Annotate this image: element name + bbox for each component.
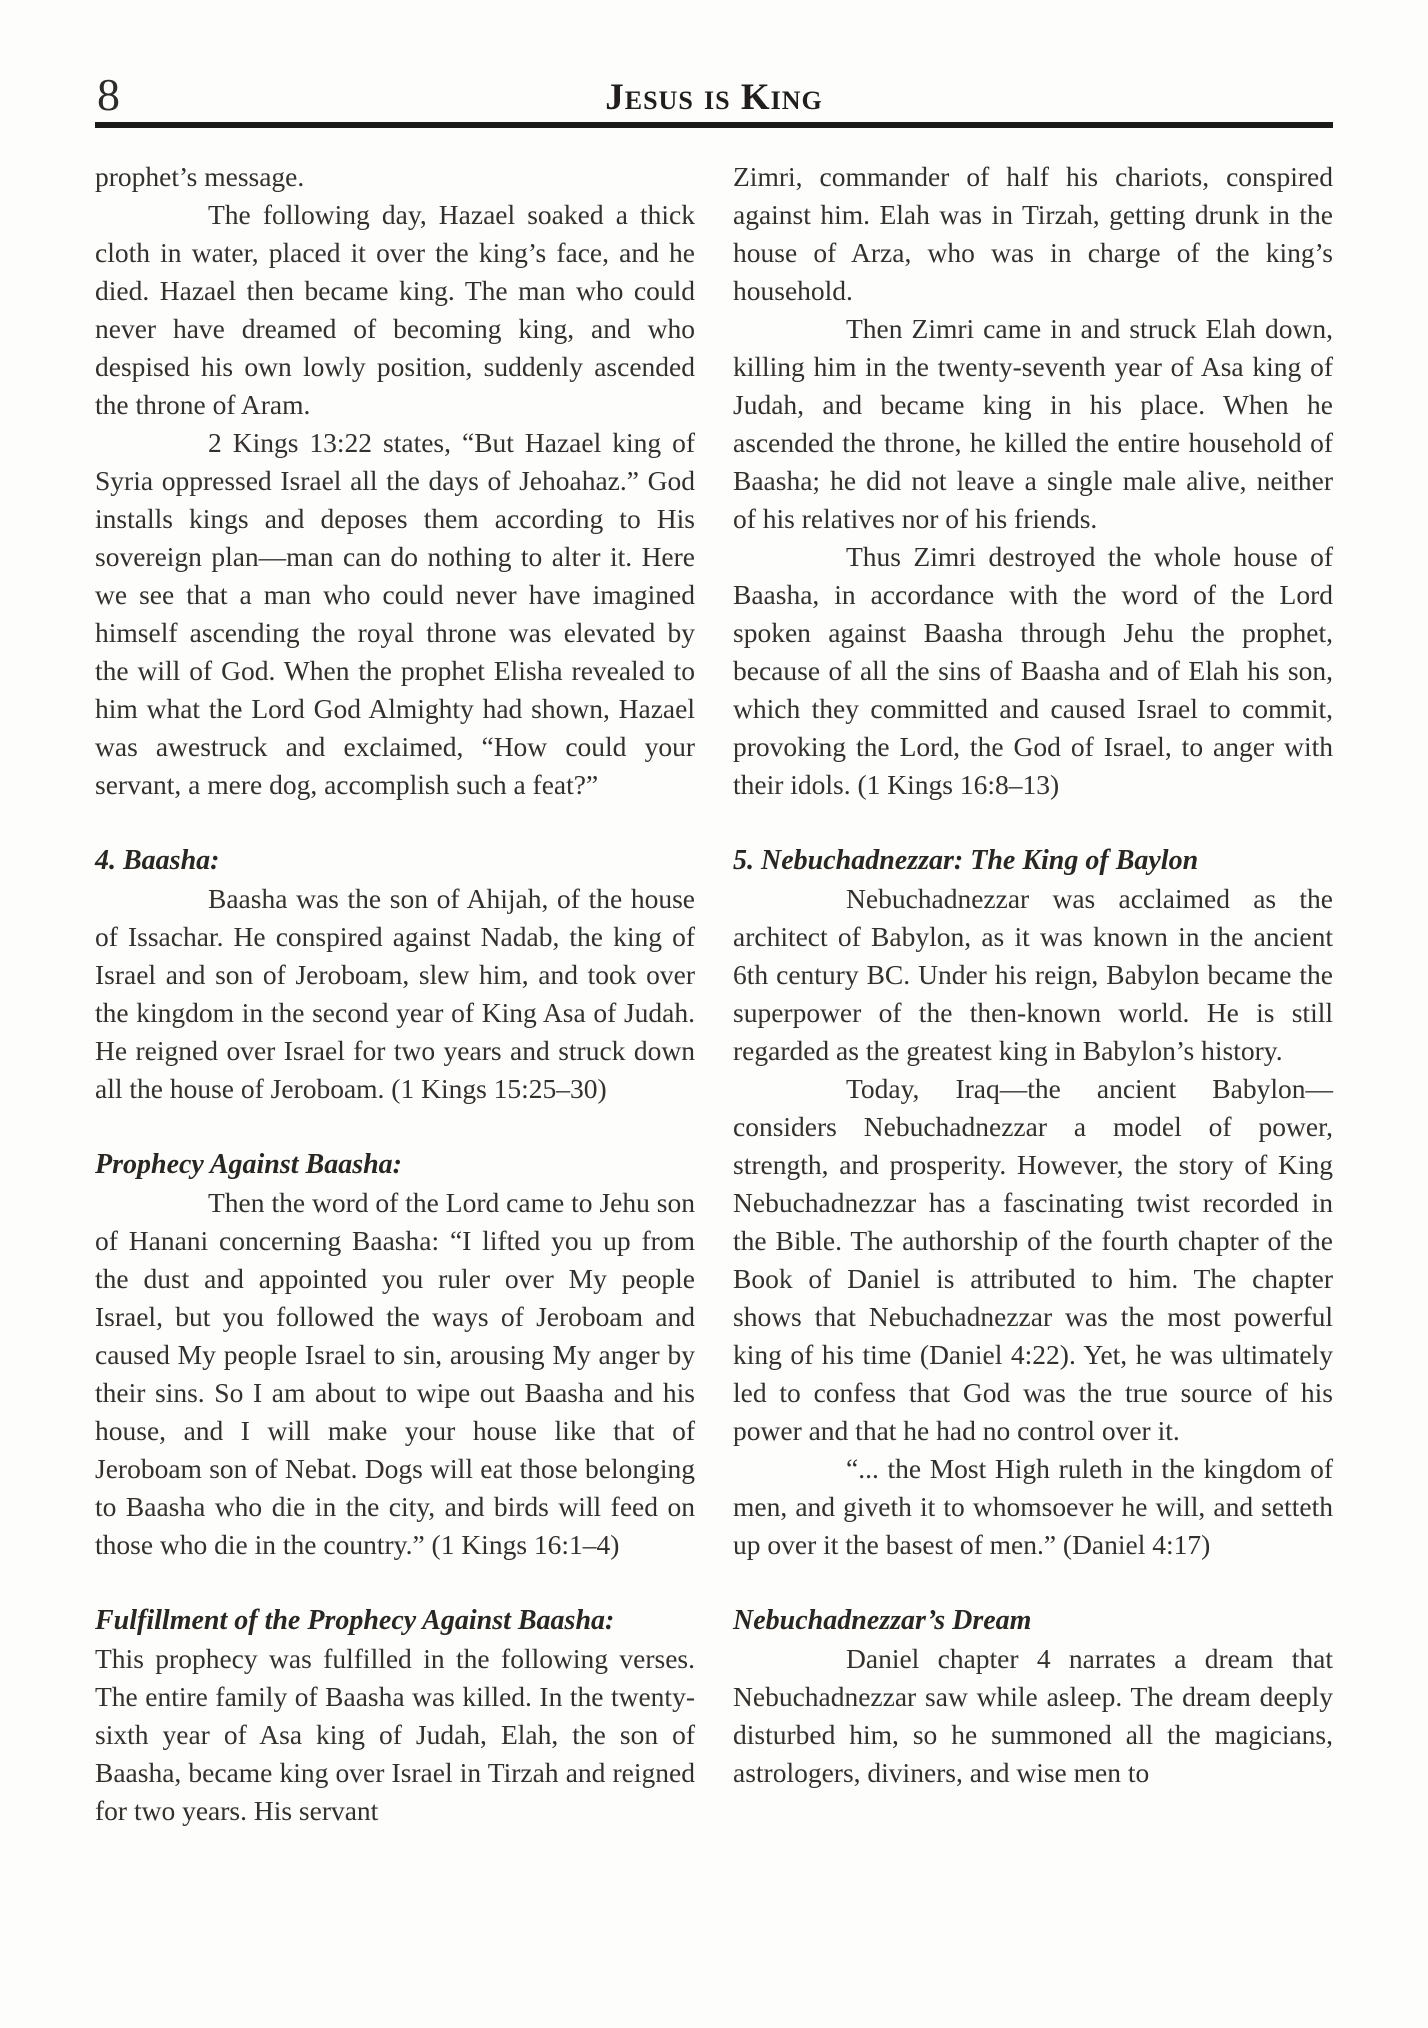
paragraph: Zimri, commander of half his chariots, conspired against him. Elah was in Tirzah, getting drunk in the house of Arza, who was in charge of the king’s household. <box>733 161 1333 306</box>
column-left <box>95 158 695 1830</box>
section-heading: 5. Nebuchadnezzar: The King of Baylon <box>733 845 1199 876</box>
section-heading: Nebuchadnezzar’s Dream <box>733 1605 1032 1636</box>
header-rule <box>95 122 1333 128</box>
paragraph: prophet’s message. <box>95 161 305 192</box>
page-title: Jesus is King <box>605 77 823 118</box>
paragraph: Baasha was the son of Ahijah, of the house of Issachar. He conspired against Nadab, the king of Israel and son of Jeroboam, slew him, and took over the kingdom in the second year of King Asa of Judah. He reigned over Israel for two years and struck down all the house of Jeroboam. (1 Kings 15:25–30) <box>95 883 695 1104</box>
paragraph: Thus Zimri destroyed the whole house of Baasha, in accordance with the word of the Lord spoken against Baasha through Jehu the prophet, because of all the sins of Baasha and of Elah his son, which they committed and caused Israel to commit, provoking the Lord, the God of Israel, to anger with their idols. (1 Kings 16:8–13) <box>733 541 1333 800</box>
text-columns <box>95 158 1333 1830</box>
page-header <box>95 58 1333 120</box>
paragraph: This prophecy was fulfilled in the following verses. The entire family of Baasha was killed. In the twenty-sixth year of Asa king of Judah, Elah, the son of Baasha, became king over Israel in Tirzah and reigned for two years. His servant <box>95 1643 695 1826</box>
section-heading: Fulfillment of the Prophecy Against Baasha: <box>95 1605 615 1636</box>
paragraph: Today, Iraq—the ancient Babylon—considers Nebuchadnezzar a model of power, strength, and prosperity. However, the story of King Nebuchadnezzar has a fascinating twist recorded in the Bible. The authorship of the fourth chapter of the Book of Daniel is attributed to him. The chapter shows that Nebuchadnezzar was the most powerful king of his time (Daniel 4:22). Yet, he was ultimately led to confess that God was the true source of his power and that he had no control over it. <box>733 1073 1333 1446</box>
paragraph: Then the word of the Lord came to Jehu son of Hanani concerning Baasha: “I lifted you up from the dust and appointed you ruler over My people Israel, but you followed the ways of Jeroboam and caused My people Israel to sin, arousing My anger by their sins. So I am about to wipe out Baasha and his house, and I will make your house like that of Jeroboam son of Nebat. Dogs will eat those belonging to Baasha who die in the city, and birds will feed on those who die in the country.” (1 Kings 16:1–4) <box>95 1187 695 1560</box>
paragraph: The following day, Hazael soaked a thick cloth in water, placed it over the king’s face, and he died. Hazael then became king. The man who could never have dreamed of becoming king, and who despised his own lowly position, suddenly ascended the throne of Aram. <box>95 199 695 420</box>
section-heading: Prophecy Against Baasha: <box>95 1149 402 1180</box>
paragraph: Daniel chapter 4 narrates a dream that Nebuchadnezzar saw while asleep. The dream deeply disturbed him, so he summoned all the magicians, astrologers, diviners, and wise men to <box>733 1643 1333 1788</box>
paragraph: Then Zimri came in and struck Elah down, killing him in the twenty-seventh year of Asa king of Judah, and became king in his place. When he ascended the throne, he killed the entire household of Baasha; he did not leave a single male alive, neither of his relatives nor of his friends. <box>733 313 1333 534</box>
page-number: 8 <box>97 69 120 120</box>
section-heading: 4. Baasha: <box>95 845 220 876</box>
paragraph: 2 Kings 13:22 states, “But Hazael king of Syria oppressed Israel all the days of Jehoahaz.” God installs kings and deposes them according to His sovereign plan—man can do nothing to alter it. Here we see that a man who could never have imagined himself ascending the royal throne was elevated by the will of God. When the prophet Elisha revealed to him what the Lord God Almighty had shown, Hazael was awestruck and exclaimed, “How could your servant, a mere dog, accomplish such a feat?” <box>95 427 695 800</box>
column-right <box>733 158 1333 1830</box>
paragraph: Nebuchadnezzar was acclaimed as the architect of Babylon, as it was known in the ancient 6th century BC. Under his reign, Babylon became the superpower of the then-known world. He is still regarded as the greatest king in Babylon’s history. <box>733 883 1333 1066</box>
paragraph: “... the Most High ruleth in the kingdom of men, and giveth it to whomsoever he will, and setteth up over it the basest of men.” (Daniel 4:17) <box>733 1453 1333 1560</box>
